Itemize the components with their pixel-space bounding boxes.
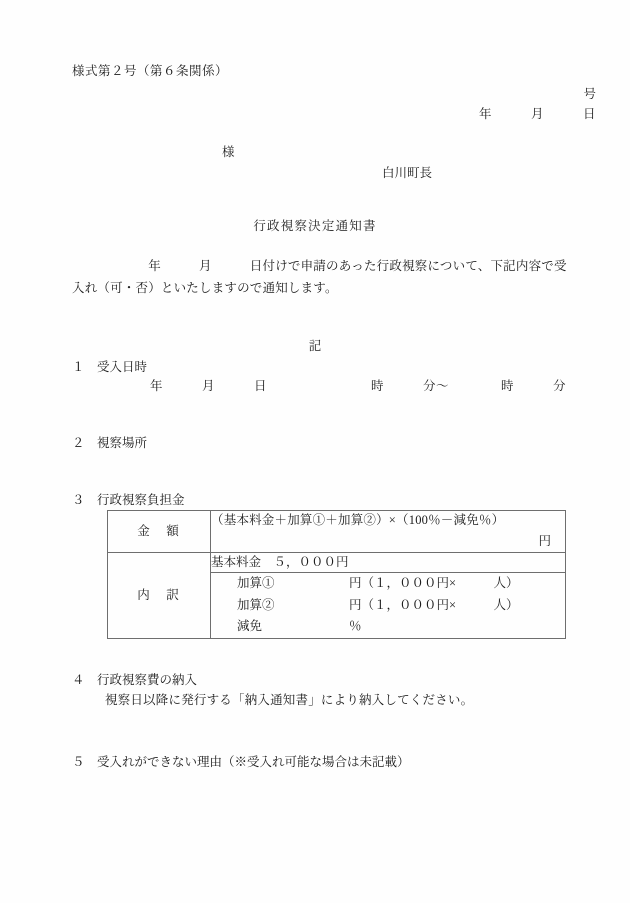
amount-value-cell bbox=[211, 511, 566, 553]
list-item bbox=[211, 616, 565, 638]
amount-formula: （基本料金＋加算①＋加算②）×（100％－減免％） bbox=[211, 513, 505, 527]
form-number: 様式第２号（第６条関係） bbox=[72, 64, 229, 78]
section-1-number: １ bbox=[72, 360, 85, 374]
breakdown-name-1: 加算② bbox=[237, 597, 275, 612]
breakdown-value-2: ％ bbox=[349, 619, 362, 634]
addressee: 様 bbox=[222, 145, 235, 159]
section-3-title: 行政視察負担金 bbox=[97, 493, 185, 507]
list-item bbox=[211, 595, 565, 617]
breakdown-label-cell: 内 訳 bbox=[108, 552, 211, 638]
list-item bbox=[211, 573, 565, 595]
section-4-title: 行政視察費の納入 bbox=[97, 673, 198, 687]
breakdown-value-1: 円（１，０００円× 人） bbox=[349, 597, 519, 612]
document-date: 年 月 日 bbox=[478, 107, 596, 121]
section-2-number: ２ bbox=[72, 436, 85, 450]
breakdown-value-0: 円（１，０００円× 人） bbox=[349, 576, 519, 591]
section-2-heading bbox=[72, 434, 147, 453]
table-row-base-fee bbox=[108, 552, 566, 572]
section-2-title: 視察場所 bbox=[97, 436, 148, 450]
amount-label-cell: 金 額 bbox=[108, 511, 211, 553]
section-3-heading bbox=[72, 491, 185, 510]
breakdown-name-2: 減免 bbox=[237, 619, 263, 634]
breakdown-detail-cell bbox=[211, 573, 566, 639]
amount-unit: 円 bbox=[538, 534, 551, 549]
issuer-name: 白川町長 bbox=[381, 166, 432, 180]
table-row-amount bbox=[108, 511, 566, 553]
section-4-detail: 視察日以降に発行する「納入通知書」により納入してください。 bbox=[105, 693, 474, 707]
body-paragraph: 年 月 日付けで申請のあった行政視察について、下記内容で受入れ（可・否）といたしますので通知します。 bbox=[72, 259, 567, 295]
section-1-datetime-line: 年 月 日 時 分〜 時 分 bbox=[150, 379, 567, 393]
base-fee-line: 基本料金 ５，０００円 bbox=[211, 552, 566, 572]
section-1-title: 受入日時 bbox=[97, 360, 148, 374]
section-3-number: ３ bbox=[72, 493, 85, 507]
section-4-heading bbox=[72, 671, 197, 690]
section-4-number: ４ bbox=[72, 673, 85, 687]
section-5-number: ５ bbox=[72, 755, 85, 769]
fee-table bbox=[107, 510, 566, 639]
ki-marker: 記 bbox=[308, 339, 322, 353]
section-1-heading bbox=[72, 358, 147, 377]
section-5-heading bbox=[72, 753, 410, 772]
section-5-title: 受入れができない理由（※受入れ可能な場合は未記載） bbox=[97, 755, 410, 769]
page-title: 行政視察決定通知書 bbox=[253, 219, 377, 233]
breakdown-name-0: 加算① bbox=[237, 576, 275, 591]
document-number: 号 bbox=[583, 87, 596, 101]
